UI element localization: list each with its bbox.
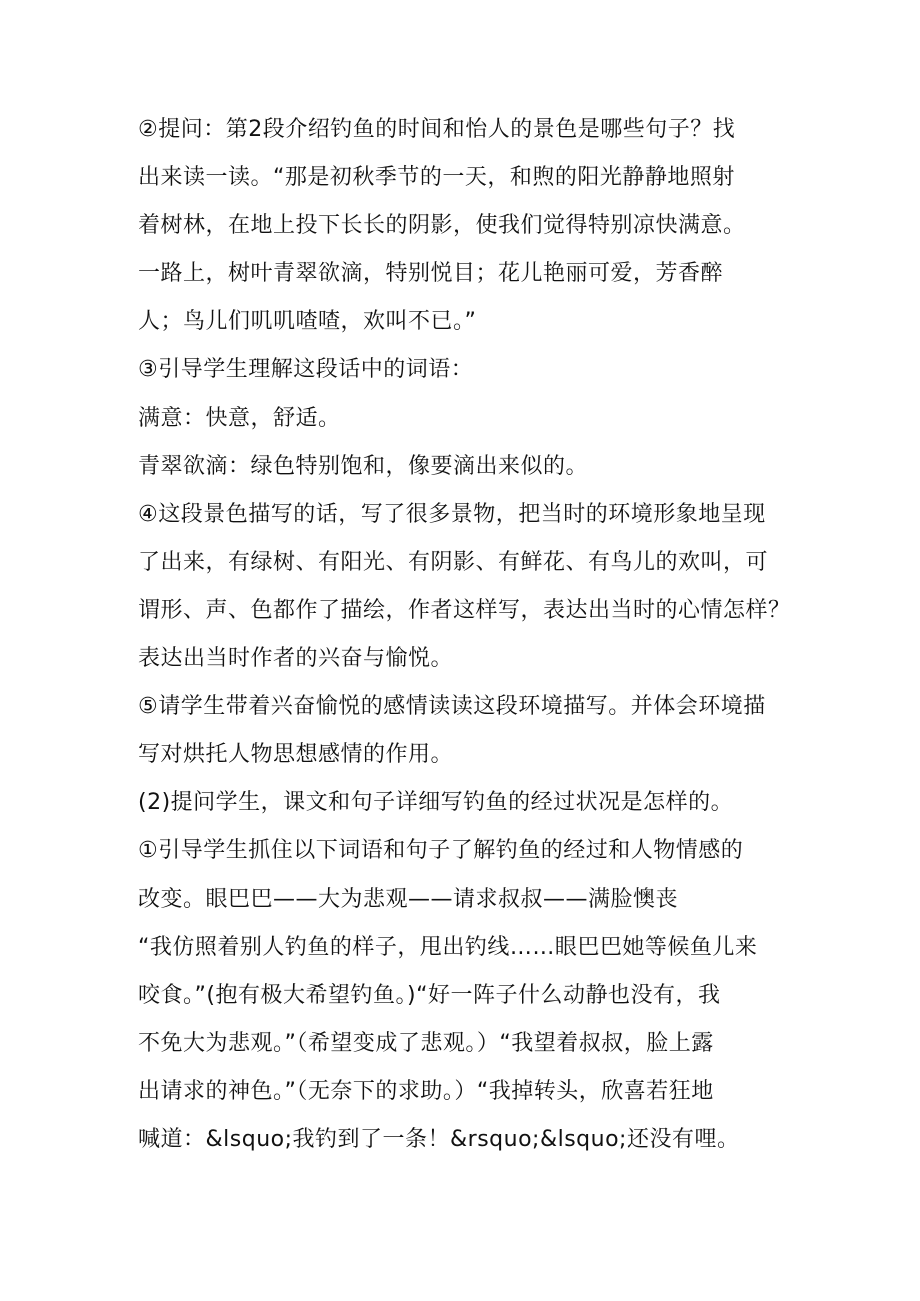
- text-line: 出请求的神色。”（无奈下的求助。）“我掉转头，欣喜若狂地: [138, 1078, 714, 1104]
- text-line: 出来读一读。“那是初秋季节的一天，和煦的阳光静静地照射: [138, 165, 735, 191]
- text-line: 喊道：&lsquo;我钓到了一条！&rsquo;&lsquo;还没有哩。: [138, 1126, 740, 1152]
- text-line: 不免大为悲观。”（希望变成了悲观。）“我望着叔叔，脸上露: [138, 1030, 714, 1056]
- text-line: ⑤请学生带着兴奋愉悦的感情读读这段环境描写。并体会环境描: [138, 694, 766, 720]
- text-line: 青翠欲滴：绿色特别饱和，像要滴出来似的。: [138, 453, 589, 479]
- text-line: (2)提问学生，课文和句子详细写钓鱼的经过状况是怎样的。: [138, 790, 734, 816]
- text-line: ②提问：第2段介绍钓鱼的时间和怡人的景色是哪些句子？找: [138, 117, 736, 142]
- document-body: [138, 106, 798, 1164]
- text-line: 咬食。”(抱有极大希望钓鱼。)“好一阵子什么动静也没有，我: [138, 982, 721, 1008]
- text-line: 写对烘托人物思想感情的作用。: [138, 742, 454, 768]
- text-line: ③引导学生理解这段话中的词语：: [138, 357, 474, 383]
- text-line: 谓形、声、色都作了描绘，作者这样写，表达出当时的心情怎样？: [138, 597, 791, 623]
- text-line: ④这段景色描写的话，写了很多景物，把当时的环境形象地呈现: [138, 501, 766, 527]
- text-line: 表达出当时作者的兴奋与愉悦。: [138, 646, 454, 672]
- text-line: 改变。眼巴巴——大为悲观——请求叔叔——满脸懊丧: [138, 886, 679, 912]
- text-line: 一路上，树叶青翠欲滴，特别悦目；花儿艳丽可爱，芳香醉: [138, 261, 724, 287]
- text-line: 满意：快意，舒适。: [138, 405, 341, 431]
- text-line: “我仿照着别人钓鱼的样子，甩出钓线……眼巴巴她等候鱼儿来: [138, 934, 758, 960]
- text-line: 了出来，有绿树、有阳光、有阴影、有鲜花、有鸟儿的欢叫，可: [138, 549, 769, 575]
- text-line: 着树林，在地上投下长长的阴影，使我们觉得特别凉快满意。: [138, 213, 746, 239]
- text-line: 人；鸟儿们叽叽喳喳，欢叫不已。”: [138, 309, 477, 335]
- text-line: ①引导学生抓住以下词语和句子了解钓鱼的经过和人物情感的: [138, 838, 744, 864]
